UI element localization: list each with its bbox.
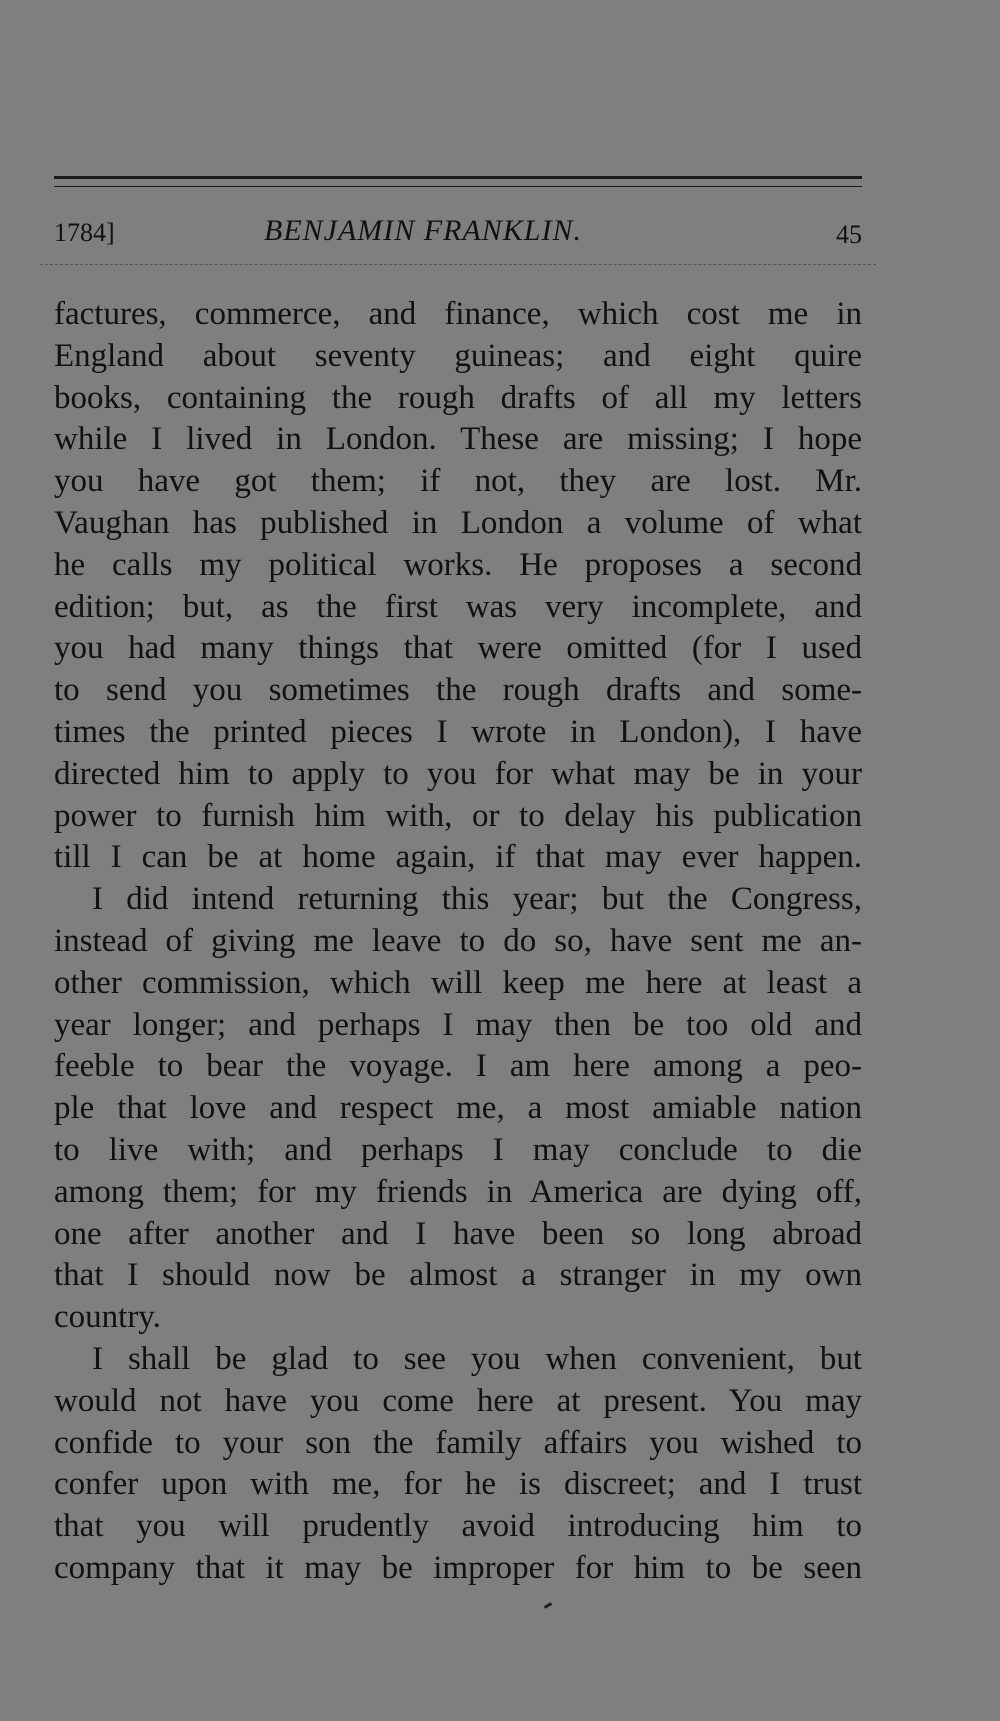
- text-line: he calls my political works. He proposes a second: [54, 546, 862, 583]
- text-line: company that it may be improper for him to be seen: [54, 1549, 862, 1586]
- text-line: power to furnish him with, or to delay his publication: [54, 797, 862, 834]
- body-text: [54, 294, 862, 1590]
- stray-ink-mark: [544, 1602, 552, 1609]
- header-rule-thin: [54, 186, 862, 187]
- text-line: confer upon with me, for he is discreet; and I trust: [54, 1466, 862, 1503]
- text-line: factures, commerce, and finance, which cost me in: [54, 296, 862, 332]
- text-line: feeble to bear the voyage. I am here among a peo-: [54, 1048, 862, 1085]
- book-page: [54, 0, 862, 1721]
- header-rule-dashed: [40, 264, 876, 265]
- header-rule-thick: [54, 176, 862, 179]
- text-line: directed him to apply to you for what may be in your: [54, 755, 862, 792]
- page-number: 45: [836, 220, 862, 249]
- running-head-year: 1784]: [54, 218, 115, 247]
- text-line: you have got them; if not, they are lost. Mr.: [54, 463, 862, 500]
- running-head-title: BENJAMIN FRANKLIN.: [264, 214, 582, 247]
- text-line: to send you sometimes the rough drafts and some-: [54, 672, 862, 709]
- text-line: instead of giving me leave to do so, have sent me an-: [54, 922, 862, 959]
- text-line: till I can be at home again, if that may ever happen.: [54, 839, 862, 876]
- text-line: books, containing the rough drafts of all my letters: [54, 379, 862, 416]
- text-line: I shall be glad to see you when convenient, but: [92, 1340, 862, 1377]
- text-line: England about seventy guineas; and eight quire: [54, 337, 862, 374]
- text-line: ple that love and respect me, a most amiable nation: [54, 1090, 862, 1127]
- running-head: [54, 214, 862, 254]
- text-line: would not have you come here at present. You may: [54, 1382, 862, 1419]
- text-line: one after another and I have been so long abroad: [54, 1215, 862, 1252]
- text-line: that I should now be almost a stranger in my own: [54, 1257, 862, 1294]
- text-line: among them; for my friends in America are dying off,: [54, 1173, 862, 1210]
- text-line: you had many things that were omitted (for I used: [54, 630, 862, 667]
- text-line: confide to your son the family affairs you wished to: [54, 1424, 862, 1461]
- text-line: to live with; and perhaps I may conclude to die: [54, 1131, 862, 1168]
- text-line: I did intend returning this year; but the Congress,: [92, 881, 862, 918]
- text-line: country.: [54, 1299, 161, 1336]
- text-line: while I lived in London. These are missing; I hope: [54, 421, 862, 458]
- text-line: edition; but, as the first was very incomplete, and: [54, 588, 862, 625]
- text-line: times the printed pieces I wrote in London), I have: [54, 713, 862, 750]
- text-line: other commission, which will keep me here at least a: [54, 964, 862, 1001]
- text-line: that you will prudently avoid introducing him to: [54, 1508, 862, 1545]
- text-line: year longer; and perhaps I may then be too old and: [54, 1006, 862, 1043]
- text-line: Vaughan has published in London a volume of what: [54, 504, 862, 541]
